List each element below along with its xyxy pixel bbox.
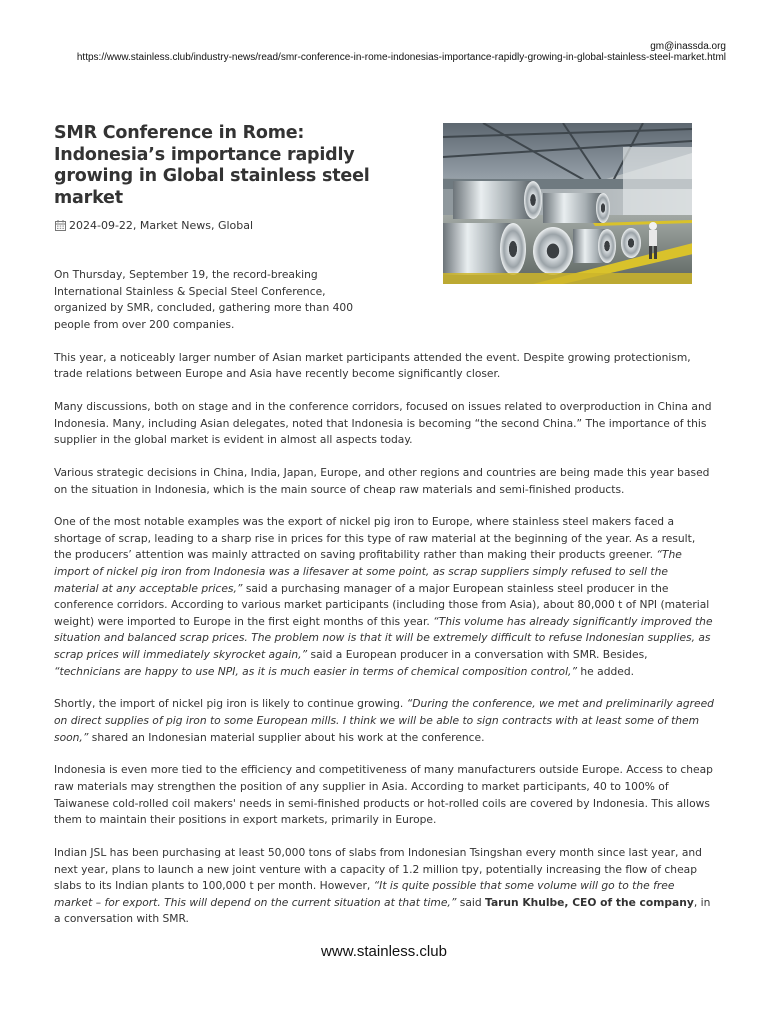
article-paragraph: This year, a noticeably larger number of Asian market participants attended the event. Despite growing protectionism, trade relations between Europe and Asia have recently become significantly closer. — [54, 350, 691, 381]
ceo-name: Tarun Khulbe, CEO of the company — [485, 895, 694, 909]
quote-text: “The import of nickel pig iron from Indonesia was a lifesaver at some point, as scrap suppliers simply refused to sell the material at any acceptable prices,” — [54, 548, 682, 595]
article-paragraph — [54, 845, 714, 928]
quote-text: “technicians are happy to use NPI, as it is much easier in terms of chemical composition control,” — [54, 664, 577, 678]
paragraph-text: One of the most notable examples was the export of nickel pig iron to Europe, where stainless steel makers faced a shortage of scrap, leading to a sharp rise in prices for this type of raw material at the beginning of the year. As a result, the producers’ attention was mainly attracted on saving profitability rather than making their products greener. — [54, 515, 696, 562]
paragraph-text: shared an Indonesian material supplier about his work at the conference. — [88, 730, 485, 744]
article-body — [54, 267, 714, 944]
steel-coils-warehouse-photo — [443, 123, 692, 284]
article-meta — [55, 219, 253, 232]
calendar-icon — [55, 220, 66, 231]
article-paragraph: Many discussions, both on stage and in the conference corridors, focused on issues related to overproduction in China and Indonesia. Many, including Asian delegates, noted that Indonesia is becoming “the second China.” The importance of this supplier in the global market is evident in almost all aspects today. — [54, 399, 712, 447]
quote-text: “It is quite possible that some volume will go to the free market – for export. This will depend on the current situation at that time,” — [54, 879, 675, 909]
article-paragraph: Indonesia is even more tied to the efficiency and competitiveness of many manufacturers outside Europe. Access to cheap raw materials may strengthen the position of any supplier in Asia. According to market participants, 40 to 100% of Taiwanese cold-rolled coil makers' needs in semi-finished products or hot-rolled coils are covered by Indonesia. This allows them to maintain their positions in export markets, primarily in Europe. — [54, 763, 713, 827]
article-paragraph — [54, 514, 714, 680]
article-paragraph: Various strategic decisions in China, India, Japan, Europe, and other regions and countries are being made this year based on the situation in Indonesia, which is the main source of cheap raw materials and semi-finished products. — [54, 465, 710, 496]
quote-text: “This volume has already significantly improved the situation and balanced scrap prices. The problem now is that it will be extremely difficult to refuse Indonesian supplies, as scrap prices will immediately skyrocket again,” — [54, 614, 713, 662]
article-meta-text: 2024-09-22, Market News, Global — [69, 219, 254, 232]
header-email[interactable]: gm@inassda.org — [650, 41, 726, 52]
paragraph-text: said — [456, 895, 486, 909]
article-paragraph: On Thursday, September 19, the record-breaking International Stainless & Special Steel Conference, organized by SMR, concluded, gathering more than 400 people from over 200 companies. — [54, 268, 354, 331]
article-title: SMR Conference in Rome: Indonesia’s importance rapidly growing in Global stainless steel market — [54, 123, 370, 208]
paragraph-text: said a purchasing manager of a major European stainless steel producer in the conference corridors. According to various market participants (including those from Asia), about 80,000 t of NPI (material weight) were imported to Europe in the first eight months of this year. — [54, 581, 710, 628]
quote-text: “During the conference, we met and preliminarily agreed on direct supplies of pig iron to some European mills. I think we will be able to sign contracts with at least some of them soon,” — [54, 697, 714, 744]
paragraph-text: Indian JSL has been purchasing at least 50,000 tons of slabs from Indonesian Tsingshan every month since last year, and next year, plans to launch a new joint venture with a capacity of 1.2 million tpy, potentially increasing the flow of cheap slabs to its Indian plants to 100,000 t per month. However, — [54, 845, 702, 893]
paragraph-text: , in a conversation with SMR. — [54, 895, 711, 926]
paragraph-text: said a European producer in a conversation with SMR. Besides, — [307, 648, 648, 662]
paragraph-text: he added. — [577, 664, 635, 678]
page-header — [66, 41, 726, 64]
article-paragraph — [54, 696, 714, 746]
paragraph-text: Shortly, the import of nickel pig iron is likely to continue growing. — [54, 697, 407, 711]
footer-site[interactable]: www.stainless.club — [321, 943, 447, 960]
header-url[interactable]: https://www.stainless.club/industry-news/read/smr-conference-in-rome-indonesias-importance-rapidly-growing-in-global-stainless-steel-market.html — [76, 52, 726, 63]
